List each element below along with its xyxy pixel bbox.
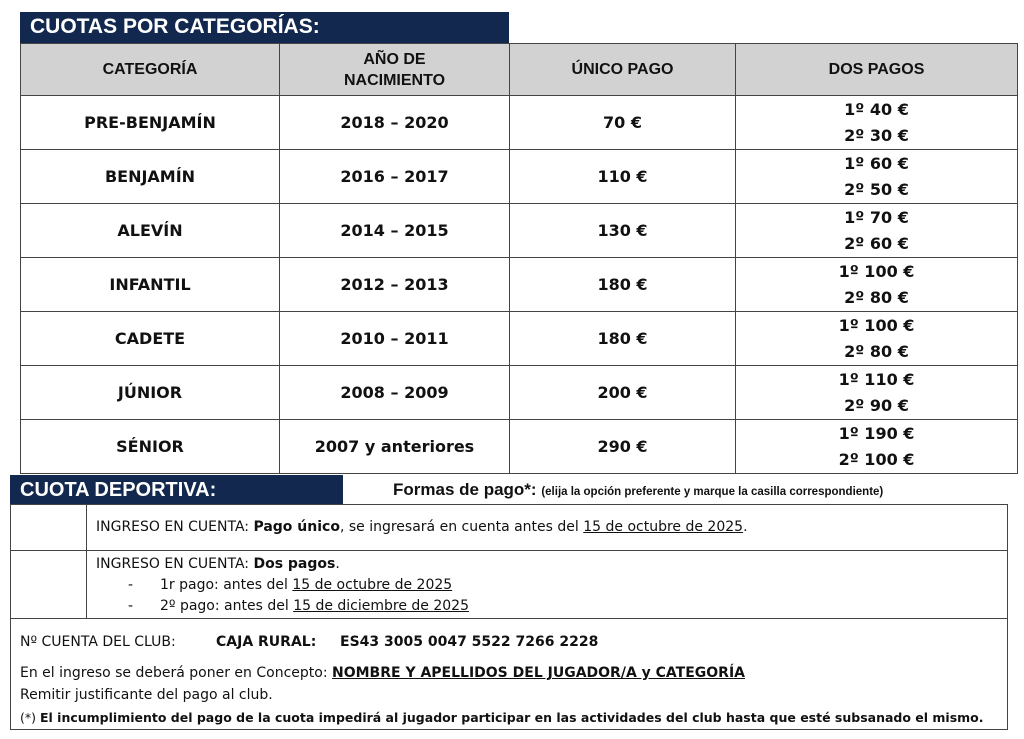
- second-installment: 2º 60 €: [844, 233, 909, 253]
- table-row: [21, 258, 1018, 312]
- table-row: [21, 366, 1018, 420]
- two-payments-text: [96, 554, 469, 617]
- two-payments-cell: [736, 258, 1018, 312]
- single-payment-cell: 290 €: [510, 420, 736, 474]
- birth-year-cell: 2012 – 2013: [280, 258, 510, 312]
- fees-table: [20, 43, 1018, 474]
- club-account: [20, 634, 598, 650]
- single-payment-cell: 200 €: [510, 366, 736, 420]
- table-row: [21, 150, 1018, 204]
- second-installment: 2º 100 €: [838, 449, 915, 469]
- footnote: [20, 710, 984, 725]
- table-row: [21, 312, 1018, 366]
- second-payment-date: 15 de diciembre de 2025: [293, 598, 469, 614]
- concepto-line: [20, 665, 745, 681]
- payment-option-single: [11, 505, 1007, 551]
- footnote-marker: (*): [20, 710, 40, 725]
- remit-receipt-line: Remitir justificante del pago al club.: [20, 687, 273, 703]
- concepto-value: NOMBRE Y APELLIDOS DEL JUGADOR/A y CATEGORÍA: [332, 665, 745, 681]
- category-cell: CADETE: [21, 312, 280, 366]
- second-installment: 2º 80 €: [844, 287, 909, 307]
- first-payment-text: 1r pago: antes del: [160, 577, 293, 593]
- first-installment: 1º 190 €: [838, 423, 915, 443]
- two-payments-cell: [736, 366, 1018, 420]
- first-payment-line: - 1r pago: antes del 15 de octubre de 2025: [128, 577, 453, 593]
- two-payments-prefix: INGRESO EN CUENTA:: [96, 556, 254, 572]
- payment-options-box: [10, 504, 1008, 730]
- concepto-prefix: En el ingreso se deberá poner en Concepto:: [20, 665, 332, 681]
- category-cell: BENJAMÍN: [21, 150, 280, 204]
- second-payment-text: 2º pago: antes del: [160, 598, 294, 614]
- footnote-text: El incumplimiento del pago de la cuota impedirá al jugador participar en las actividades del club hasta que esté subsanado el mismo.: [39, 710, 984, 725]
- single-payment-date: 15 de octubre de 2025: [583, 519, 744, 535]
- col-header-nacimiento: [280, 44, 510, 96]
- cuota-deportiva-title: CUOTA DEPORTIVA:: [10, 475, 343, 505]
- birth-year-cell: 2010 – 2011: [280, 312, 510, 366]
- first-payment-date: 15 de octubre de 2025: [292, 577, 453, 593]
- iban: ES43 3005 0047 5522 7266 2228: [340, 634, 599, 650]
- table-row: [21, 420, 1018, 474]
- first-installment: 1º 100 €: [838, 261, 915, 281]
- two-payments-suffix: .: [335, 556, 340, 572]
- birth-year-cell: 2016 – 2017: [280, 150, 510, 204]
- col-header-nacimiento-line2: NACIMIENTO: [343, 71, 446, 89]
- single-payment-cell: 130 €: [510, 204, 736, 258]
- first-installment: 1º 60 €: [844, 153, 909, 173]
- table-row: [21, 204, 1018, 258]
- fees-table-header: [21, 44, 1018, 96]
- category-cell: ALEVÍN: [21, 204, 280, 258]
- category-cell: JÚNIOR: [21, 366, 280, 420]
- single-payment-suffix: .: [743, 519, 748, 535]
- second-installment: 2º 80 €: [844, 341, 909, 361]
- second-payment-line: - 2º pago: antes del 15 de diciembre de 2025: [128, 598, 469, 614]
- col-header-dos-pagos: DOS PAGOS: [736, 44, 1018, 96]
- col-header-nacimiento-line1: AÑO DE: [363, 50, 426, 68]
- two-payments-cell: [736, 204, 1018, 258]
- payment-methods-note: (elija la opción preferente y marque la casilla correspondiente): [541, 486, 884, 498]
- two-payments-checkbox[interactable]: [11, 551, 87, 618]
- first-installment: 1º 100 €: [838, 315, 915, 335]
- two-payments-bold: Dos pagos: [253, 556, 336, 572]
- second-installment: 2º 50 €: [844, 179, 909, 199]
- two-payments-line: [96, 554, 469, 575]
- single-payment-cell: 70 €: [510, 96, 736, 150]
- category-cell: INFANTIL: [21, 258, 280, 312]
- birth-year-cell: 2007 y anteriores: [280, 420, 510, 474]
- table-row: [21, 96, 1018, 150]
- fees-by-category-title: CUOTAS POR CATEGORÍAS:: [20, 12, 509, 44]
- first-installment: 1º 110 €: [838, 369, 915, 389]
- first-installment: 1º 40 €: [844, 99, 909, 119]
- single-payment-text: [96, 519, 748, 535]
- col-header-unico-pago: ÚNICO PAGO: [510, 44, 736, 96]
- category-cell: SÉNIOR: [21, 420, 280, 474]
- two-payments-cell: [736, 96, 1018, 150]
- payment-methods-label: Formas de pago*:: [393, 480, 537, 499]
- single-payment-cell: 180 €: [510, 258, 736, 312]
- second-installment: 2º 30 €: [844, 125, 909, 145]
- birth-year-cell: 2008 – 2009: [280, 366, 510, 420]
- single-payment-checkbox[interactable]: [11, 505, 87, 550]
- payment-option-two: [11, 551, 1007, 619]
- single-payment-prefix: INGRESO EN CUENTA:: [96, 519, 254, 535]
- col-header-categoria: CATEGORÍA: [21, 44, 280, 96]
- two-payments-cell: [736, 150, 1018, 204]
- bank-name: CAJA RURAL:: [216, 634, 317, 650]
- account-label: Nº CUENTA DEL CLUB:: [20, 634, 176, 650]
- single-payment-cell: 180 €: [510, 312, 736, 366]
- first-installment: 1º 70 €: [844, 207, 909, 227]
- single-payment-bold: Pago único: [253, 519, 340, 535]
- single-payment-middle: , se ingresará en cuenta antes del: [339, 519, 584, 535]
- two-payments-cell: [736, 312, 1018, 366]
- single-payment-cell: 110 €: [510, 150, 736, 204]
- category-cell: PRE-BENJAMÍN: [21, 96, 280, 150]
- birth-year-cell: 2018 – 2020: [280, 96, 510, 150]
- birth-year-cell: 2014 – 2015: [280, 204, 510, 258]
- payment-methods-title: [393, 480, 883, 500]
- second-installment: 2º 90 €: [844, 395, 909, 415]
- two-payments-cell: [736, 420, 1018, 474]
